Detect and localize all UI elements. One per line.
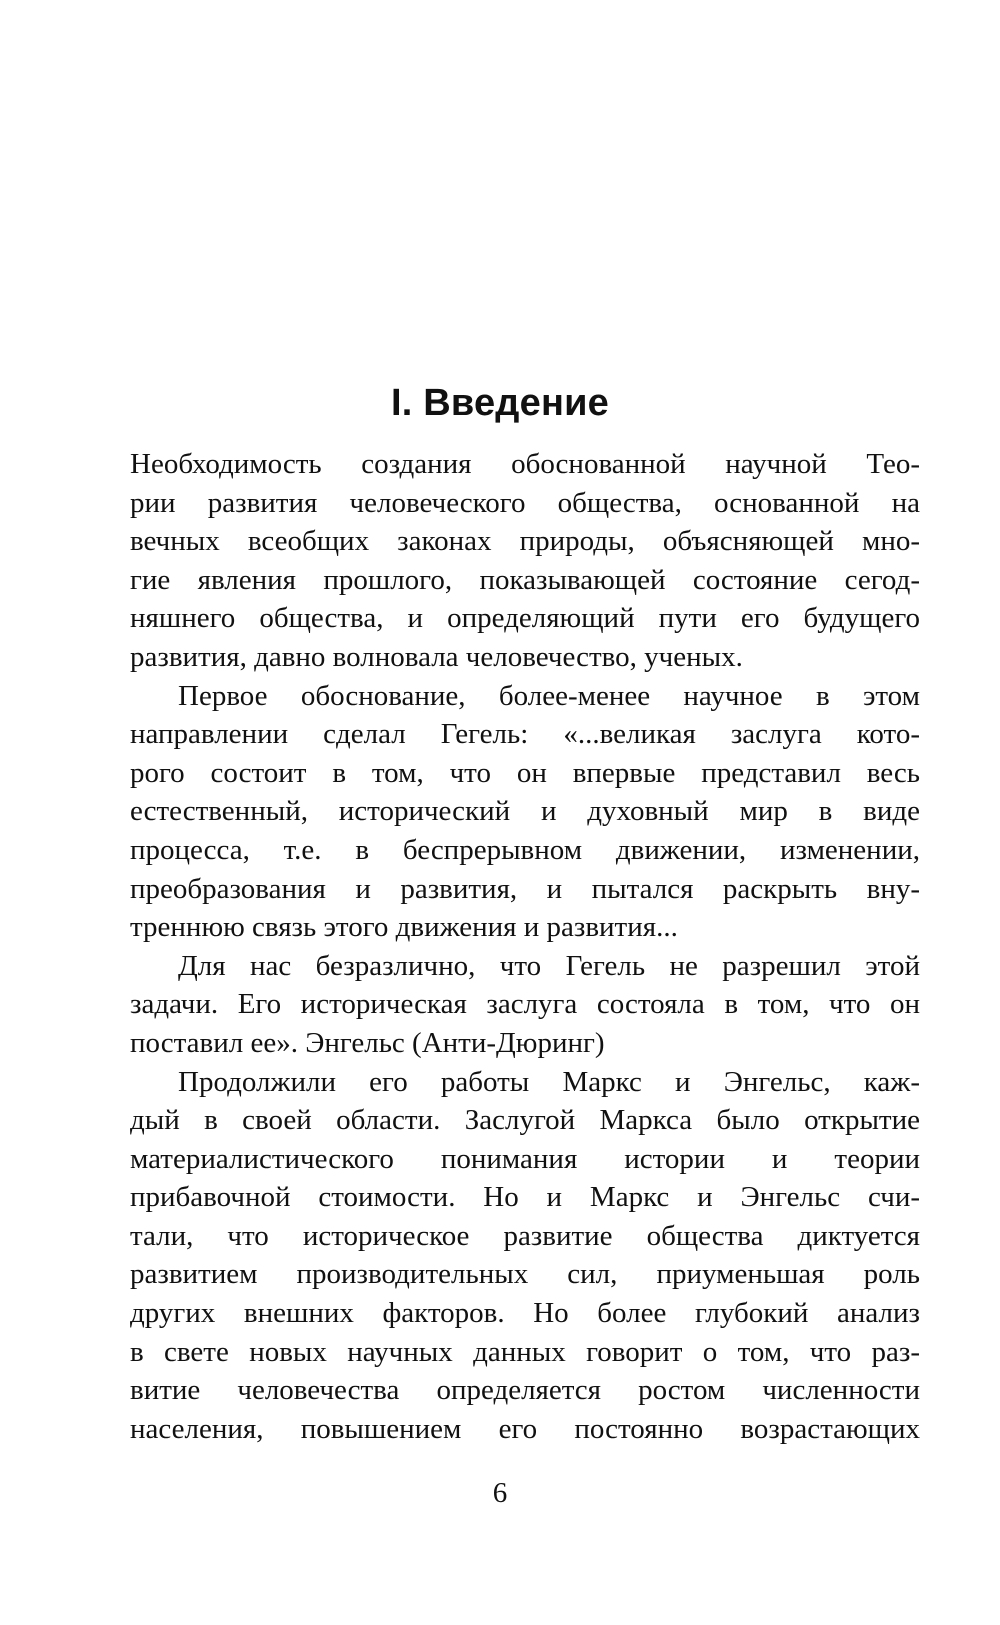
text-line: поставил ее». Энгельс (Анти-Дюринг) [130,1026,605,1059]
text-line: Продолжили его работы Маркс и Энгельс, каж- [178,1065,920,1098]
text-line: процесса, т.е. в беспрерывном движении, изменении, [130,833,920,866]
paragraph-2 [130,677,920,947]
text-line: рого состоит в том, что он впервые представил весь [130,756,920,789]
text-line: Для нас безразлично, что Гегель не разрешил этой [178,949,920,982]
text-line: задачи. Его историческая заслуга состояла в том, что он [130,988,920,1021]
text-line: материалистического понимания истории и теории [130,1142,920,1175]
text-line: развития, давно волновала человечество, ученых. [130,640,743,673]
text-line: Необходимость создания обоснованной научной Тео- [130,448,920,480]
text-line: няшнего общества, и определяющий пути его будущего [130,602,920,635]
body-text [130,445,920,1448]
text-line: населения, повышением его постоянно возрастающих [130,1412,920,1445]
paragraph-1 [130,445,920,677]
text-line: развитием производительных сил, приуменьшая роль [130,1258,920,1291]
text-line: треннюю связь этого движения и развития... [130,911,678,944]
text-line: гие явления прошлого, показывающей состояние сегод- [130,563,920,596]
text-line: Первое обоснование, более-менее научное в этом [178,679,920,712]
text-line: преобразования и развития, и пытался раскрыть вну- [130,872,920,905]
text-line: дый в своей области. Заслугой Маркса было открытие [130,1104,920,1137]
paragraph-3 [130,947,920,1063]
text-line: тали, что историческое развитие общества диктуется [130,1219,920,1252]
text-line: направлении сделал Гегель: «...великая заслуга кото- [130,718,920,751]
chapter-title: I. Введение [390,382,609,424]
text-line: вечных всеобщих законах природы, объясняющей мно- [130,525,920,558]
page-number: 6 [492,1477,508,1509]
text-line: естественный, исторический и духовный мир в виде [130,795,920,828]
text-line: витие человечества определяется ростом численности [130,1374,920,1407]
text-line: других внешних факторов. Но более глубокий анализ [130,1297,920,1330]
text-line: в свете новых научных данных говорит о том, что раз- [130,1335,920,1368]
text-line: прибавочной стоимости. Но и Маркс и Энгельс счи- [130,1181,920,1214]
paragraph-4 [130,1063,920,1449]
text-line: рии развития человеческого общества, основанной на [130,486,920,519]
